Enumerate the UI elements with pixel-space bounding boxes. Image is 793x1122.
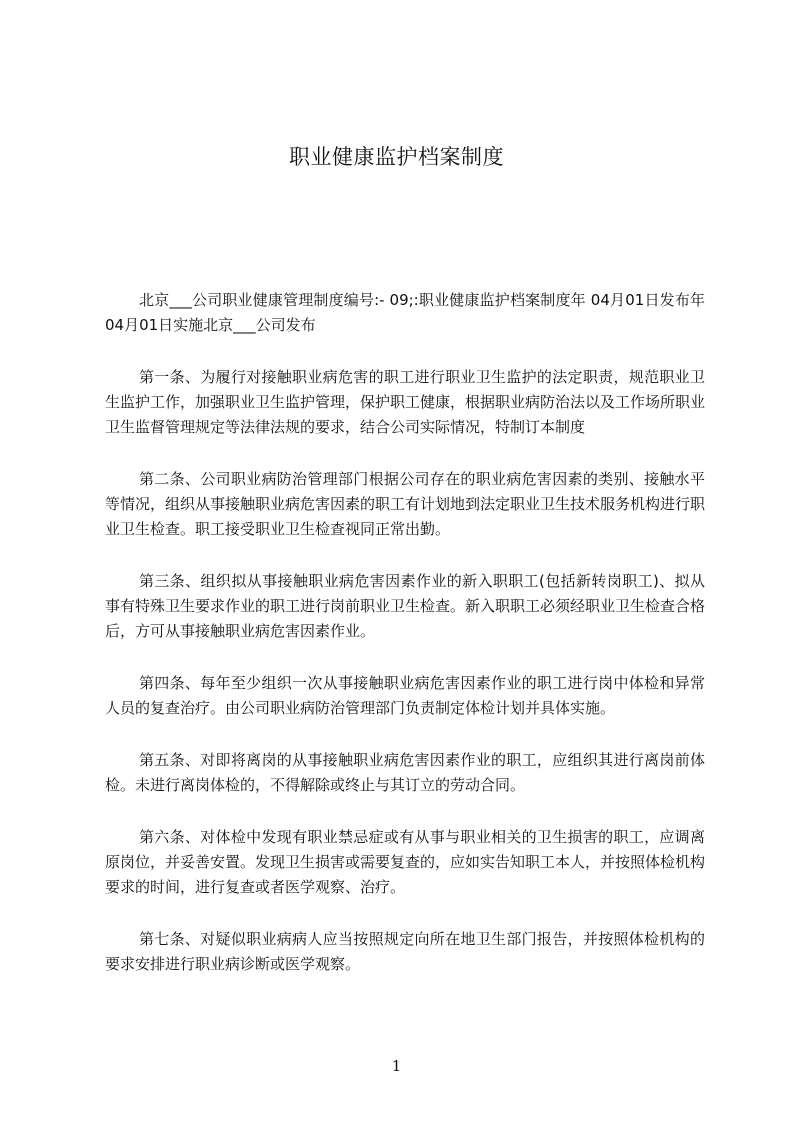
page-number: 1	[391, 1057, 402, 1075]
document-title: 职业健康监护档案制度	[289, 145, 504, 169]
article-5: 第五条、对即将离岗的从事接触职业病危害因素作业的职工，应组织其进行离岗前体检。未进行离岗体检的，不得解除或终止与其订立的劳动合同。	[105, 751, 705, 794]
article-6: 第六条、对体检中发现有职业禁忌症或有从事与职业相关的卫生损害的职工，应调离原岗位，并妥善安置。发现卫生损害或需要复查的，应如实告知职工本人，并按照体检机构要求的时间，进行复查或者医学观察、治疗。	[105, 828, 706, 896]
article-3: 第三条、组织拟从事接触职业病危害因素作业的新入职职工(包括新转岗职工)、拟从事有特殊卫生要求作业的职工进行岗前职业卫生检查。新入职职工必须经职业卫生检查合格后，方可从事接触职业病危害因素作业。	[105, 572, 706, 640]
document-body	[105, 288, 705, 1004]
article-4: 第四条、每年至少组织一次从事接触职业病危害因素作业的职工进行岗中体检和异常人员的复查治疗。由公司职业病防治管理部门负责制定体检计划并具体实施。	[105, 674, 705, 717]
article-2: 第二条、公司职业病防治管理部门根据公司存在的职业病危害因素的类别、接触水平等情况，组织从事接触职业病危害因素的职工有计划地到法定职业卫生技术服务机构进行职业卫生检查。职工接受职业卫生检查视同正常出勤。	[105, 470, 706, 538]
document-header-line: 北京___公司职业健康管理制度编号:- 09;:职业健康监护档案制度年 04月01日发布年04月01日实施北京___公司发布	[105, 291, 705, 334]
article-7: 第七条、对疑似职业病病人应当按照规定向所在地卫生部门报告，并按照体检机构的要求安排进行职业病诊断或医学观察。	[105, 930, 705, 973]
article-1: 第一条、为履行对接触职业病危害的职工进行职业卫生监护的法定职责，规范职业卫生监护工作，加强职业卫生监护管理，保护职工健康，根据职业病防治法以及工作场所职业卫生监督管理规定等法律法规的要求，结合公司实际情况，特制订本制度	[105, 368, 706, 436]
